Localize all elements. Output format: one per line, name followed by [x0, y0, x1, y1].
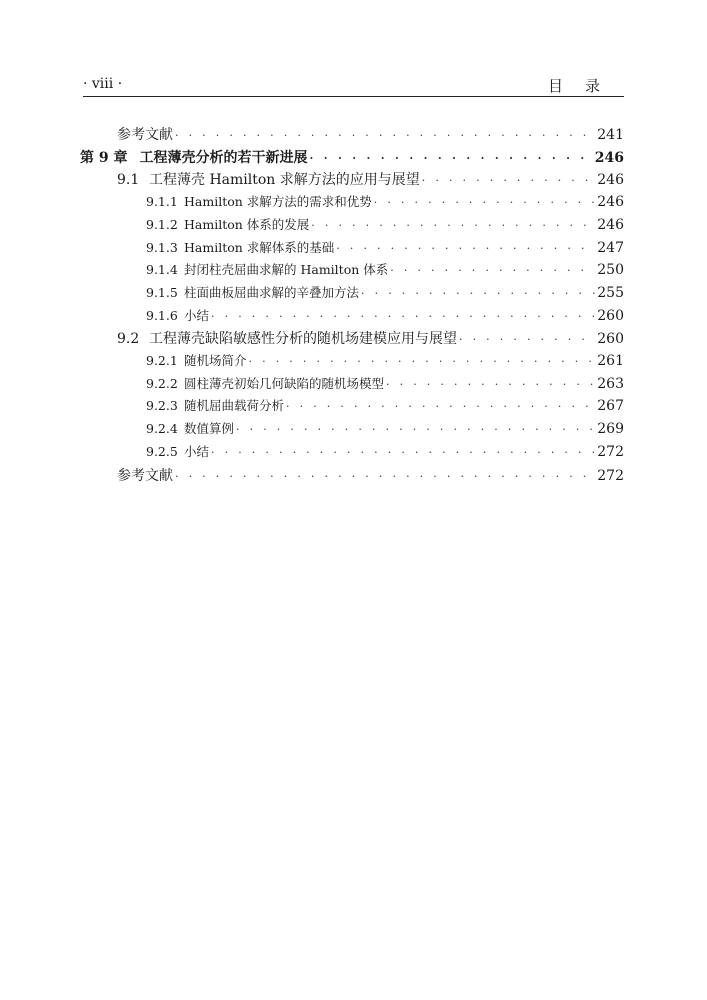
leader-dots [175, 129, 595, 142]
entry-number: 9.2.5 [146, 443, 178, 459]
entry-number: 9.1.3 [146, 239, 178, 255]
leader-dots [211, 310, 595, 323]
entry-number: 9.1.6 [146, 307, 178, 323]
toc-entry[interactable] [117, 169, 624, 192]
entry-page: 261 [597, 353, 624, 369]
leader-dots [459, 333, 595, 346]
leader-dots [211, 446, 595, 459]
entry-title: 工程薄壳 Hamilton 求解方法的应用与展望 [149, 172, 420, 189]
toc-entry[interactable] [117, 328, 624, 351]
entry-title: 参考文献 [117, 467, 173, 484]
leader-dots [310, 152, 593, 165]
entry-page: 272 [597, 467, 624, 484]
toc-entry[interactable] [146, 419, 624, 442]
entry-title: 柱面曲板屈曲求解的辛叠加方法 [184, 284, 360, 300]
entry-page: 255 [597, 284, 624, 301]
entry-title: 随机场简介 [184, 353, 247, 368]
page-header [83, 76, 624, 97]
toc-entry[interactable] [117, 124, 624, 147]
toc-entry[interactable] [146, 374, 624, 397]
leader-dots [361, 287, 595, 300]
entry-number: 第 9 章 [80, 149, 128, 166]
leader-dots [336, 242, 595, 255]
leader-dots [374, 196, 595, 209]
entry-number: 9.1.2 [146, 216, 178, 232]
entry-number: 9.2.1 [146, 353, 178, 368]
entry-page: 246 [597, 172, 624, 189]
entry-page: 267 [597, 398, 624, 415]
entry-title: 小结 [184, 443, 210, 459]
leader-dots [390, 264, 595, 277]
leader-dots [386, 378, 595, 391]
entry-page: 250 [597, 262, 624, 279]
toc-entry[interactable] [146, 351, 624, 374]
entry-number: 9.2 [117, 331, 140, 348]
entry-page: 269 [597, 421, 624, 438]
entry-page: 260 [597, 331, 624, 348]
entry-number: 9.2.2 [146, 375, 178, 391]
entry-title: 参考文献 [117, 127, 173, 143]
toc-entry[interactable] [117, 465, 624, 488]
leader-dots [236, 423, 595, 436]
entry-number: 9.1.1 [146, 194, 178, 210]
toc-entry[interactable] [146, 192, 624, 215]
entry-title: Hamilton 体系的发展 [184, 216, 310, 232]
entry-number: 9.2.4 [146, 421, 178, 437]
entry-page: 247 [597, 239, 624, 256]
entry-number: 9.1.5 [146, 284, 178, 300]
leader-dots [249, 355, 596, 368]
toc-entry[interactable] [146, 283, 624, 306]
entry-page: 272 [597, 443, 624, 460]
leader-dots [311, 219, 595, 232]
entry-title: 数值算例 [184, 421, 235, 437]
toc-entry[interactable] [146, 238, 624, 261]
entry-title: 工程薄壳缺陷敏感性分析的随机场建模应用与展望 [149, 331, 457, 348]
entry-page: 263 [597, 375, 624, 392]
leader-dots [286, 400, 595, 413]
toc-entry[interactable] [146, 215, 624, 238]
entry-page: 246 [597, 216, 624, 233]
entry-title: 随机屈曲载荷分析 [184, 398, 285, 414]
entry-page: 246 [597, 194, 624, 211]
page-number-label: · viii · [83, 76, 123, 92]
entry-title: 工程薄壳分析的若干新进展 [139, 149, 308, 166]
entry-title: 圆柱薄壳初始几何缺陷的随机场模型 [184, 375, 385, 391]
entry-number: 9.2.3 [146, 398, 178, 414]
leader-dots [175, 470, 595, 483]
entry-page: 246 [594, 149, 624, 166]
entry-title: 封闭柱壳屈曲求解的 Hamilton 体系 [184, 262, 389, 278]
toc-entry[interactable] [146, 396, 624, 419]
entry-title: 小结 [184, 307, 210, 323]
toc-entry[interactable] [80, 147, 624, 170]
section-title: 目录 [547, 77, 622, 95]
entry-page: 241 [597, 127, 624, 143]
entry-title: Hamilton 求解方法的需求和优势 [184, 194, 372, 210]
entry-number: 9.1.4 [146, 262, 178, 278]
toc-entry[interactable] [146, 260, 624, 283]
leader-dots [422, 174, 596, 187]
entry-title: Hamilton 求解体系的基础 [184, 239, 335, 255]
entry-page: 260 [597, 307, 624, 324]
entry-number: 9.1 [117, 172, 140, 189]
toc-entry[interactable] [146, 306, 624, 329]
toc-entry[interactable] [146, 442, 624, 465]
